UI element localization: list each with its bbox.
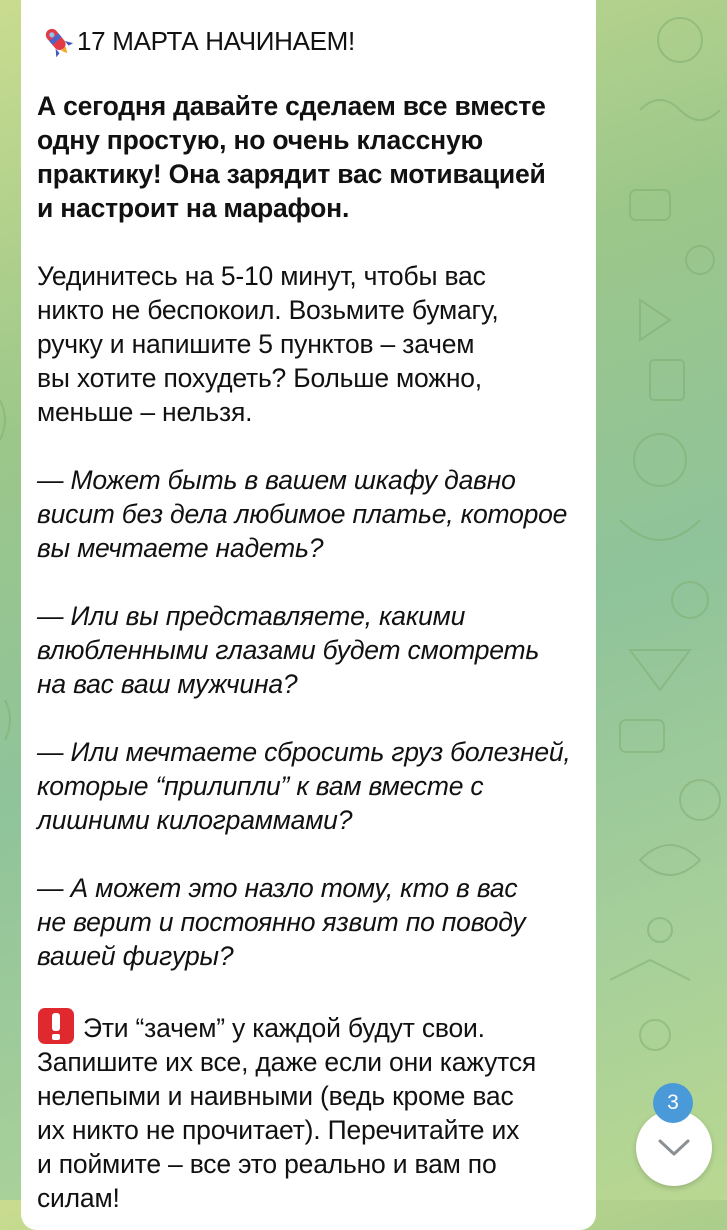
bold-line: одну простую, но очень классную <box>37 125 483 155</box>
text-line: силам! <box>37 1183 120 1213</box>
message-bubble <box>21 0 596 1230</box>
text-line: вы хотите похудеть? Больше можно, <box>37 363 482 393</box>
italic-line: лишними килограммами? <box>37 805 353 835</box>
bold-line: А сегодня давайте сделаем все вместе <box>37 91 546 121</box>
exclamation-icon <box>37 1007 75 1045</box>
instructions-paragraph <box>37 259 596 429</box>
text-line: нелепыми и наивными (ведь кроме вас <box>37 1081 514 1111</box>
rocket-icon <box>37 24 77 58</box>
text-line: их никто не прочитает). Перечитайте их <box>37 1115 520 1145</box>
bold-line: и настроит на марафон. <box>37 193 350 223</box>
italic-line: не верит и постоянно язвит по поводу <box>37 907 526 937</box>
italic-line: висит без дела любимое платье, которое <box>37 499 568 529</box>
italic-line: — Или вы представляете, какими <box>37 601 466 631</box>
italic-line: влюбленными глазами будет смотреть <box>37 635 540 665</box>
italic-paragraph-health <box>37 735 596 837</box>
italic-paragraph-dress <box>37 463 596 565</box>
italic-line: вы мечтаете надеть? <box>37 533 324 563</box>
italic-line: — А может это назло тому, кто в вас <box>37 873 518 903</box>
chevron-down-icon <box>657 1138 691 1158</box>
final-first-line: Эти “зачем” у каждой будут свои. <box>37 1007 596 1045</box>
italic-line: на вас ваш мужчина? <box>37 669 298 699</box>
unread-count-badge: 3 <box>653 1083 693 1123</box>
text-line: ручку и напишите 5 пунктов – зачем <box>37 329 475 359</box>
italic-line: — Может быть в вашем шкафу давно <box>37 465 516 495</box>
italic-paragraph-partner <box>37 599 596 701</box>
text-line: и поймите – все это реально и вам по <box>37 1149 497 1179</box>
bold-line: практику! Она зарядит вас мотивацией <box>37 159 546 189</box>
final-paragraph <box>37 1007 596 1215</box>
bold-intro-paragraph <box>37 89 596 225</box>
italic-paragraph-spite <box>37 871 596 973</box>
text-line: никто не беспокоил. Возьмите бумагу, <box>37 295 499 325</box>
italic-line: которые “прилипли” к вам вместе с <box>37 771 484 801</box>
text-line: Уединитесь на 5-10 минут, чтобы вас <box>37 261 486 291</box>
text-line: Запишите их все, даже если они кажутся <box>37 1047 537 1077</box>
message-heading: 17 МАРТА НАЧИНАЕМ! <box>37 24 596 58</box>
italic-line: — Или мечтаете сбросить груз болезней, <box>37 737 571 767</box>
text-line: меньше – нельзя. <box>37 397 253 427</box>
italic-line: вашей фигуры? <box>37 941 234 971</box>
